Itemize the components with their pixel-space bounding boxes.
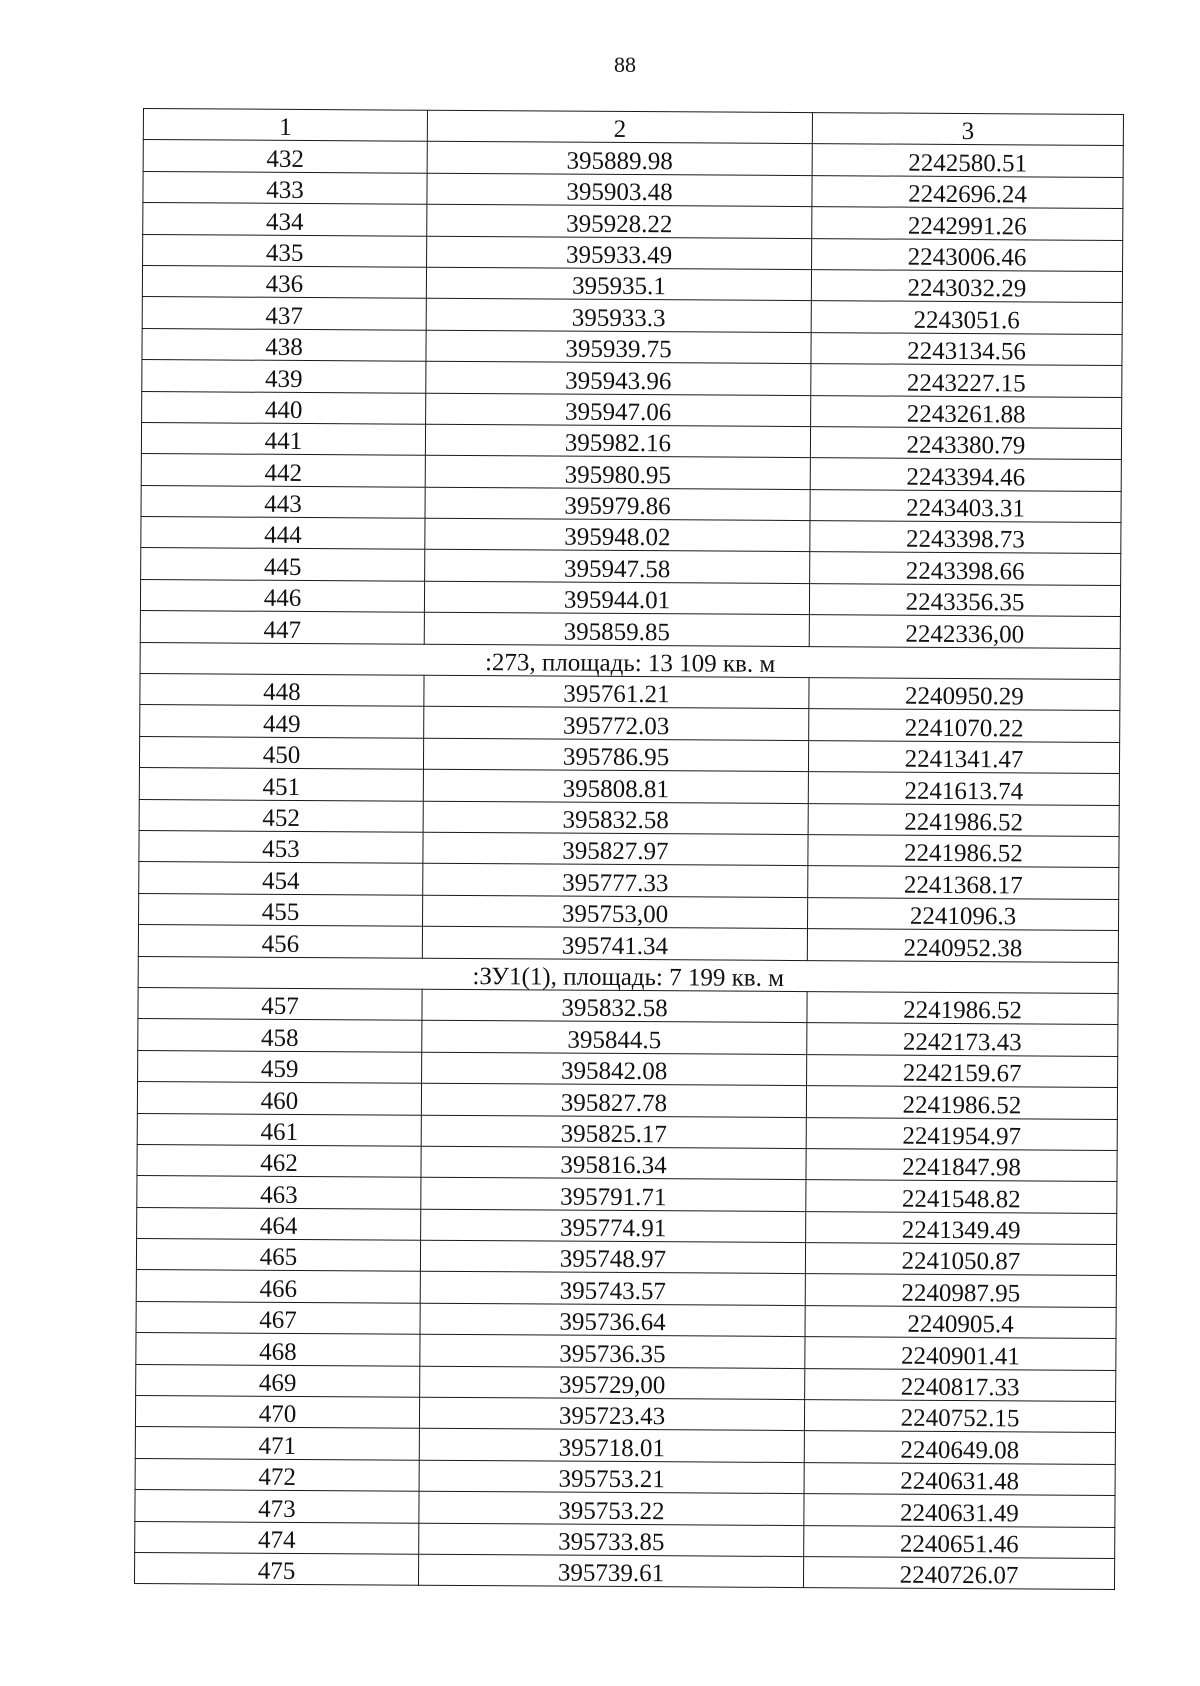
point-number-cell: 437 xyxy=(142,297,426,330)
point-number-cell: 440 xyxy=(142,391,426,424)
point-number-cell: 469 xyxy=(136,1364,420,1397)
table-row xyxy=(137,1207,1117,1244)
point-number-cell: 452 xyxy=(139,799,423,832)
table-row xyxy=(135,1490,1115,1527)
point-number-cell: 468 xyxy=(136,1333,420,1366)
y-coordinate-cell: 2240950.29 xyxy=(809,678,1120,711)
point-number-cell: 445 xyxy=(141,548,425,581)
point-number-cell: 467 xyxy=(136,1301,420,1334)
x-coordinate-cell: 395933.49 xyxy=(427,236,812,270)
x-coordinate-cell: 395825.17 xyxy=(421,1115,806,1149)
x-coordinate-cell: 395761.21 xyxy=(424,675,809,709)
y-coordinate-cell: 2240905.4 xyxy=(805,1305,1116,1338)
section-title: :273, площадь: 13 109 кв. м xyxy=(140,642,1120,679)
table-row xyxy=(136,1270,1116,1307)
point-number-cell: 459 xyxy=(138,1050,422,1083)
x-coordinate-cell: 395827.97 xyxy=(423,832,808,866)
point-number-cell: 444 xyxy=(141,517,425,550)
point-number-cell: 432 xyxy=(143,140,427,173)
y-coordinate-cell: 2243051.6 xyxy=(811,301,1122,334)
y-coordinate-cell: 2240901.41 xyxy=(805,1337,1116,1370)
table-row xyxy=(140,705,1120,742)
x-coordinate-cell: 395903.48 xyxy=(427,173,812,207)
point-number-cell: 460 xyxy=(137,1082,421,1115)
point-number-cell: 472 xyxy=(135,1458,419,1491)
header-cell-2: 2 xyxy=(427,110,812,144)
x-coordinate-cell: 395791.71 xyxy=(421,1177,806,1211)
table-row xyxy=(137,1144,1117,1181)
y-coordinate-cell: 2240651.46 xyxy=(804,1525,1115,1558)
point-number-cell: 470 xyxy=(135,1395,419,1428)
table-row xyxy=(136,1239,1116,1276)
y-coordinate-cell: 2243380.79 xyxy=(810,426,1121,459)
table-row xyxy=(134,1552,1114,1589)
y-coordinate-cell: 2243227.15 xyxy=(811,364,1122,397)
x-coordinate-cell: 395933.3 xyxy=(426,299,811,333)
y-coordinate-cell: 2242336,00 xyxy=(809,615,1120,648)
table-row xyxy=(142,297,1122,334)
point-number-cell: 441 xyxy=(141,422,425,455)
y-coordinate-cell: 2241096.3 xyxy=(807,897,1118,930)
point-number-cell: 474 xyxy=(135,1521,419,1554)
y-coordinate-cell: 2240631.49 xyxy=(804,1494,1115,1527)
table-row xyxy=(139,830,1119,867)
table-row xyxy=(139,736,1119,773)
x-coordinate-cell: 395739.61 xyxy=(418,1554,803,1588)
y-coordinate-cell: 2241050.87 xyxy=(805,1243,1116,1276)
table-row xyxy=(140,579,1120,616)
x-coordinate-cell: 395844.5 xyxy=(422,1021,807,1055)
x-coordinate-cell: 395943.96 xyxy=(426,361,811,395)
table-row xyxy=(138,1019,1118,1056)
point-number-cell: 434 xyxy=(143,203,427,236)
table-row xyxy=(139,893,1119,930)
header-cell-1: 1 xyxy=(143,109,427,142)
point-number-cell: 463 xyxy=(137,1176,421,1209)
x-coordinate-cell: 395827.78 xyxy=(421,1083,806,1117)
x-coordinate-cell: 395947.06 xyxy=(426,393,811,427)
point-number-cell: 453 xyxy=(139,830,423,863)
point-number-cell: 466 xyxy=(136,1270,420,1303)
x-coordinate-cell: 395947.58 xyxy=(425,550,810,584)
x-coordinate-cell: 395753.21 xyxy=(419,1460,804,1494)
y-coordinate-cell: 2243394.46 xyxy=(810,458,1121,491)
table-row xyxy=(139,768,1119,805)
y-coordinate-cell: 2240817.33 xyxy=(805,1368,1116,1401)
x-coordinate-cell: 395777.33 xyxy=(423,864,808,898)
x-coordinate-cell: 395743.57 xyxy=(420,1272,805,1306)
table-row xyxy=(141,548,1121,585)
x-coordinate-cell: 395939.75 xyxy=(426,330,811,364)
point-number-cell: 438 xyxy=(142,328,426,361)
x-coordinate-cell: 395832.58 xyxy=(423,801,808,835)
y-coordinate-cell: 2243261.88 xyxy=(811,395,1122,428)
x-coordinate-cell: 395948.02 xyxy=(425,518,810,552)
x-coordinate-cell: 395786.95 xyxy=(423,738,808,772)
point-number-cell: 446 xyxy=(140,579,424,612)
y-coordinate-cell: 2241986.52 xyxy=(808,803,1119,836)
table-row xyxy=(135,1427,1115,1464)
section-title: :ЗУ1(1), площадь: 7 199 кв. м xyxy=(138,956,1118,993)
y-coordinate-cell: 2241349.49 xyxy=(806,1211,1117,1244)
y-coordinate-cell: 2243032.29 xyxy=(811,270,1122,303)
point-number-cell: 447 xyxy=(140,611,424,644)
table-row xyxy=(139,799,1119,836)
point-number-cell: 451 xyxy=(139,768,423,801)
y-coordinate-cell: 2242991.26 xyxy=(812,207,1123,240)
point-number-cell: 443 xyxy=(141,485,425,518)
x-coordinate-cell: 395774.91 xyxy=(421,1209,806,1243)
point-number-cell: 433 xyxy=(143,171,427,204)
y-coordinate-cell: 2242173.43 xyxy=(807,1023,1118,1056)
point-number-cell: 450 xyxy=(139,736,423,769)
table-row xyxy=(141,454,1121,491)
table-row xyxy=(137,1082,1117,1119)
point-number-cell: 455 xyxy=(139,893,423,926)
point-number-cell: 462 xyxy=(137,1144,421,1177)
x-coordinate-cell: 395816.34 xyxy=(421,1146,806,1180)
point-number-cell: 461 xyxy=(137,1113,421,1146)
x-coordinate-cell: 395928.22 xyxy=(427,204,812,238)
table-row xyxy=(135,1458,1115,1495)
x-coordinate-cell: 395718.01 xyxy=(419,1429,804,1463)
point-number-cell: 448 xyxy=(140,674,424,707)
table-row xyxy=(139,862,1119,899)
table-row xyxy=(138,987,1118,1024)
header-cell-3: 3 xyxy=(812,113,1123,146)
y-coordinate-cell: 2242696.24 xyxy=(812,175,1123,208)
point-number-cell: 439 xyxy=(142,360,426,393)
y-coordinate-cell: 2241847.98 xyxy=(806,1148,1117,1181)
y-coordinate-cell: 2240952.38 xyxy=(807,929,1118,962)
y-coordinate-cell: 2242159.67 xyxy=(807,1054,1118,1087)
point-number-cell: 449 xyxy=(140,705,424,738)
table-row xyxy=(141,422,1121,459)
table-row xyxy=(143,140,1123,177)
x-coordinate-cell: 395889.98 xyxy=(427,142,812,176)
x-coordinate-cell: 395944.01 xyxy=(424,581,809,615)
table-row xyxy=(137,1176,1117,1213)
x-coordinate-cell: 395842.08 xyxy=(422,1052,807,1086)
y-coordinate-cell: 2243134.56 xyxy=(811,332,1122,365)
x-coordinate-cell: 395753.22 xyxy=(419,1491,804,1525)
y-coordinate-cell: 2241986.52 xyxy=(807,992,1118,1025)
y-coordinate-cell: 2243006.46 xyxy=(812,238,1123,271)
table-row xyxy=(142,328,1122,365)
y-coordinate-cell: 2240631.48 xyxy=(804,1462,1115,1495)
x-coordinate-cell: 395729,00 xyxy=(420,1366,805,1400)
point-number-cell: 442 xyxy=(141,454,425,487)
point-number-cell: 471 xyxy=(135,1427,419,1460)
x-coordinate-cell: 395736.64 xyxy=(420,1303,805,1337)
y-coordinate-cell: 2242580.51 xyxy=(812,144,1123,177)
y-coordinate-cell: 2241954.97 xyxy=(806,1117,1117,1150)
y-coordinate-cell: 2241613.74 xyxy=(808,772,1119,805)
x-coordinate-cell: 395808.81 xyxy=(423,769,808,803)
x-coordinate-cell: 395979.86 xyxy=(425,487,810,521)
table-body xyxy=(134,140,1123,1590)
table-row xyxy=(142,391,1122,428)
y-coordinate-cell: 2241986.52 xyxy=(806,1086,1117,1119)
point-number-cell: 457 xyxy=(138,987,422,1020)
y-coordinate-cell: 2243356.35 xyxy=(809,583,1120,616)
y-coordinate-cell: 2241341.47 xyxy=(808,740,1119,773)
table-row xyxy=(135,1395,1115,1432)
point-number-cell: 435 xyxy=(143,234,427,267)
y-coordinate-cell: 2243398.73 xyxy=(810,521,1121,554)
x-coordinate-cell: 395741.34 xyxy=(422,926,807,960)
y-coordinate-cell: 2240987.95 xyxy=(805,1274,1116,1307)
table-row xyxy=(141,485,1121,522)
y-coordinate-cell: 2240726.07 xyxy=(803,1557,1114,1590)
y-coordinate-cell: 2240649.08 xyxy=(804,1431,1115,1464)
table-row xyxy=(136,1301,1116,1338)
header-row xyxy=(143,109,1123,146)
point-number-cell: 436 xyxy=(142,265,426,298)
table-row xyxy=(141,517,1121,554)
point-number-cell: 473 xyxy=(135,1490,419,1523)
x-coordinate-cell: 395753,00 xyxy=(423,895,808,929)
x-coordinate-cell: 395736.35 xyxy=(420,1334,805,1368)
point-number-cell: 456 xyxy=(138,925,422,958)
y-coordinate-cell: 2241548.82 xyxy=(806,1180,1117,1213)
point-number-cell: 464 xyxy=(137,1207,421,1240)
y-coordinate-cell: 2240752.15 xyxy=(804,1400,1115,1433)
x-coordinate-cell: 395832.58 xyxy=(422,989,807,1023)
y-coordinate-cell: 2241070.22 xyxy=(809,709,1120,742)
coordinates-table xyxy=(134,108,1124,1590)
table-row xyxy=(140,674,1120,711)
table-row xyxy=(143,203,1123,240)
table-row xyxy=(142,360,1122,397)
page-number: 88 xyxy=(614,52,636,77)
y-coordinate-cell: 2241368.17 xyxy=(808,866,1119,899)
x-coordinate-cell: 395748.97 xyxy=(420,1240,805,1274)
coordinates-table-wrapper xyxy=(134,108,1123,1590)
x-coordinate-cell: 395935.1 xyxy=(426,267,811,301)
x-coordinate-cell: 395723.43 xyxy=(419,1397,804,1431)
y-coordinate-cell: 2243398.66 xyxy=(810,552,1121,585)
point-number-cell: 475 xyxy=(134,1552,418,1585)
table-row xyxy=(138,925,1118,962)
point-number-cell: 465 xyxy=(136,1239,420,1272)
table-row xyxy=(140,611,1120,648)
table-row xyxy=(135,1521,1115,1558)
x-coordinate-cell: 395733.85 xyxy=(419,1523,804,1557)
point-number-cell: 458 xyxy=(138,1019,422,1052)
point-number-cell: 454 xyxy=(139,862,423,895)
x-coordinate-cell: 395859.85 xyxy=(424,612,809,646)
x-coordinate-cell: 395982.16 xyxy=(425,424,810,458)
x-coordinate-cell: 395980.95 xyxy=(425,456,810,490)
y-coordinate-cell: 2241986.52 xyxy=(808,835,1119,868)
x-coordinate-cell: 395772.03 xyxy=(424,707,809,741)
y-coordinate-cell: 2243403.31 xyxy=(810,489,1121,522)
table-row xyxy=(136,1333,1116,1370)
table-row xyxy=(136,1364,1116,1401)
